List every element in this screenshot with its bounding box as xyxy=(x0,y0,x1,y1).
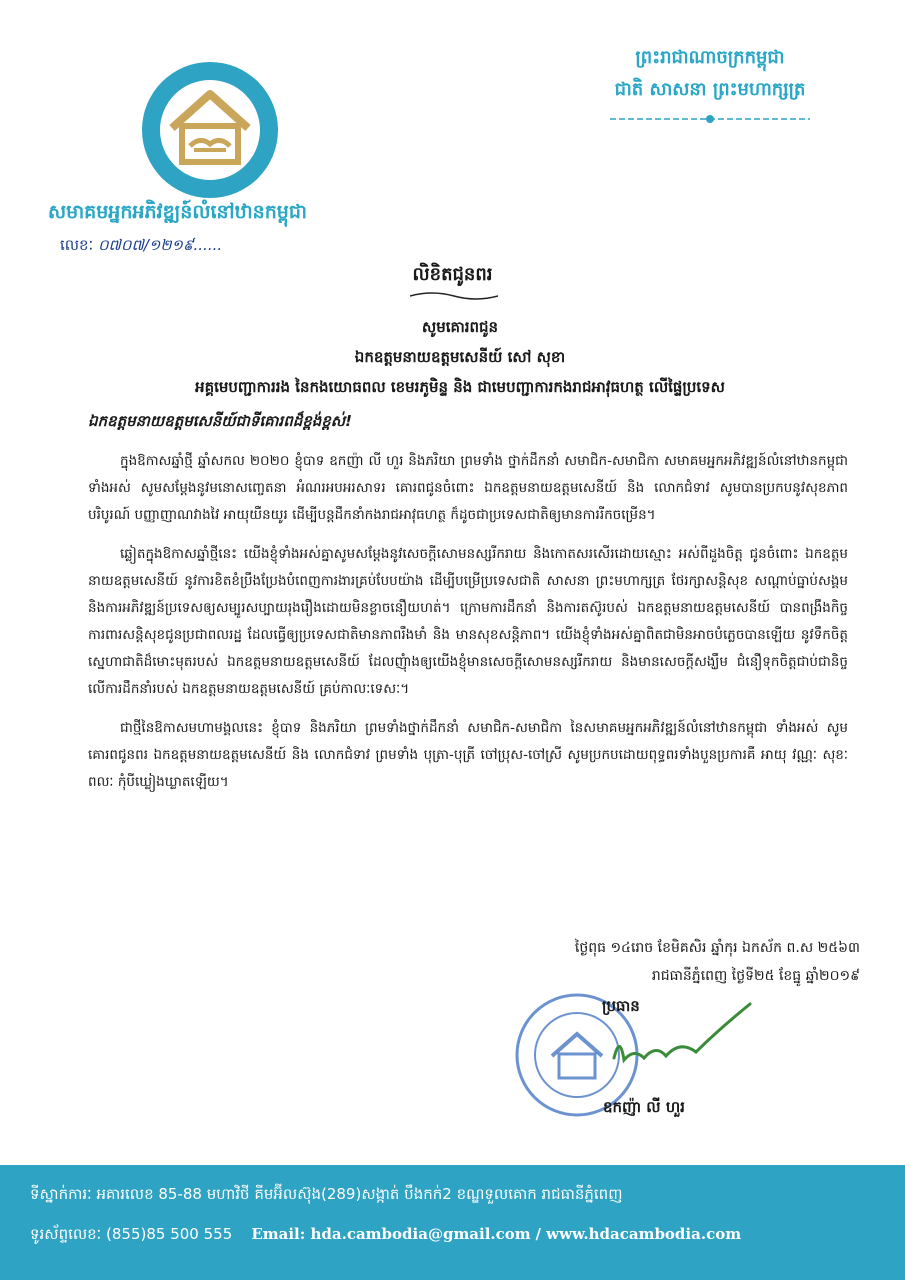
house-handshake-logo-icon xyxy=(140,60,280,200)
reference-number xyxy=(60,236,222,258)
date-lunar: ថ្ងៃពុធ ១៤រោច ខែមិគសិរ ឆ្នាំកុរ ឯកស័ក ព.ស ២៥៦៣ xyxy=(574,940,860,956)
footer-contact-line xyxy=(30,1225,741,1247)
footer-bar xyxy=(0,1165,905,1280)
letter-body xyxy=(88,448,848,808)
body-paragraph-1: ក្នុងឱកាសឆ្នាំថ្មី ឆ្នាំសកល ២០២០ ខ្ញុំបាទ ឧកញ៉ា លី ហួរ និងភរិយា ព្រមទាំង ថ្នាក់ដឹកនាំ សមាជិក-សមាជិកា សមាគមអ្នកអភិវឌ្ឍន៍លំនៅឋានកម្ពុជា ទាំងអស់ សូមសម្តែងនូវមនោសញ្ចេតនា អំណរអបអរសាទរ គោរពជូនចំពោះ ឯកឧត្តមនាយឧត្តមសេនីយ៍ និង លោកជំទាវ សូមបានប្រកបនូវសុខភាពបរិបូរណ៍ បញ្ញាញាណវាងវៃ អាយុយឺនយូរ ដើម្បីបន្តដឹកនាំកងរាជអាវុធហត្ថ ក៏ដូចជាប្រទេសជាតិឲ្យមានការរីកចម្រើន។ xyxy=(88,453,848,523)
recipient-block xyxy=(60,312,860,402)
body-paragraph-2: ឆ្លៀតក្នុងឱកាសឆ្នាំថ្មីនេះ យើងខ្ញុំទាំងអស់គ្នាសូមសម្តែងនូវសេចក្តីសោមនស្សរីករាយ និងកោតសរសើរដោយស្មោះ អស់ពីដួងចិត្ត ជូនចំពោះ ឯកឧត្តមនាយឧត្តមសេនីយ៍ នូវការខិតខំប្រឹងប្រែងបំពេញការងារគ្រប់បែបយ៉ាង ដើម្បីបម្រើប្រទេសជាតិ សាសនា ព្រះមហាក្សត្រ ថែរក្សាសន្តិសុខ សណ្តាប់ធ្នាប់សង្គម និងការអភិវឌ្ឍន៍ប្រទេសឲ្យសម្បូរសប្បាយរុងរឿងដោយមិនខ្លាចនឿយហត់។ ក្រោមការដឹកនាំ និងការតស៊ូរបស់ ឯកឧត្តមនាយឧត្តមសេនីយ៍ បានពង្រឹងកិច្ចការពារសន្តិសុខជូនប្រជាពលរដ្ឋ ដែលធ្វើឲ្យប្រទេសជាតិមានភាពរឹងមាំ និង មានសុខសន្តិភាព។ យើងខ្ញុំទាំងអស់គ្នាពិតជាមិនអាចបំភ្លេចបានឡើយ នូវទឹកចិត្តស្នេហាជាតិដ៏មោះមុតរបស់ ឯកឧត្តមនាយឧត្តមសេនីយ៍ ដែលញុំាងឲ្យយើងខ្ញុំមានសេចក្តីសោមនស្សរីករាយ និងមានសេចក្តីសង្ឃឹម ជំនឿទុកចិត្តជាប់ជានិច្ច លើការដឹកនាំរបស់ ឯកឧត្តមនាយឧត្តមសេនីយ៍ គ្រប់កាលៈទេសៈ។ xyxy=(88,546,848,697)
ornament-divider-icon xyxy=(610,110,810,128)
footer-website: / www.hdacambodia.com xyxy=(535,1225,742,1243)
recipient-line-3: អគ្គមេបញ្ជាការរង នៃកងយោធពល ខេមរភូមិន្ទ និង ជាមេបញ្ជាការកងរាជអាវុធហត្ថ លើផ្ទៃប្រទេស xyxy=(195,378,725,396)
date-block xyxy=(440,934,860,990)
kingdom-line-2: ជាតិ សាសនា ព្រះមហាក្សត្រ xyxy=(614,79,806,100)
footer-address: ទីស្នាក់ការៈ អគារលេខ 85-88 មហាវិថី គីមអ៊ីលស៊ុង(289)សង្កាត់ បឹងកក់2 ខណ្ឌទួលគោក រាជធានីភ្នំពេញ xyxy=(30,1185,623,1203)
footer-phone-label: ទូរស័ព្ទលេខៈ xyxy=(30,1225,102,1243)
kingdom-line-1: ព្រះរាជាណាចក្រកម្ពុជា xyxy=(635,47,785,68)
footer-phone: (855)85 500 555 xyxy=(106,1225,233,1243)
organization-name: សមាគមអ្នកអភិវឌ្ឍន៍លំនៅឋានកម្ពុជា xyxy=(48,201,307,223)
reference-label: លេខៈ xyxy=(60,236,94,254)
salutation: ឯកឧត្តមនាយឧត្តមសេនីយ៍ជាទីគោរពដ៏ខ្ពង់ខ្ពស់! xyxy=(88,412,352,430)
title-ornament-icon xyxy=(410,290,498,302)
handwritten-signature-icon xyxy=(600,1000,780,1080)
reference-value: ០៧០៧/១២១៩...... xyxy=(97,236,223,254)
body-paragraph-3: ជាថ្មីនៃឱកាសមហាមង្គលនេះ ខ្ញុំបាទ និងភរិយា ព្រមទាំងថ្នាក់ដឹកនាំ សមាជិក-សមាជិកា នៃសមាគមអ្នកអភិវឌ្ឍន៍លំនៅឋានកម្ពុជា ទាំងអស់ សូមគោរពជូនពរ ឯកឧត្តមនាយឧត្តមសេនីយ៍ និង លោកជំទាវ ព្រមទាំង បុត្រា-បុត្រី ចៅប្រុស-ចៅស្រី សូមប្រកបដោយពុទ្ធពរទាំងបួនប្រការគឺ អាយុ វណ្ណៈ សុខៈ ពលៈ កុំបីឃ្លៀងឃ្លាតឡើយ។ xyxy=(88,720,848,790)
recipient-line-2: ឯកឧត្តមនាយឧត្តមសេនីយ៍ សៅ សុខា xyxy=(354,348,566,366)
signer-name: ឧកញ៉ា លី ហួរ xyxy=(603,1098,685,1116)
date-solar: រាជធានីភ្នំពេញ ថ្ងៃទី២៥ ខែធ្នូ ឆ្នាំ២០១៩ xyxy=(651,968,860,984)
signer-title: ប្រធាន xyxy=(602,997,640,1015)
kingdom-motto xyxy=(560,42,860,106)
letter-title: លិខិតជូនពរ xyxy=(412,264,493,285)
footer-email: Email: hda.cambodia@gmail.com xyxy=(251,1225,531,1243)
recipient-line-1: សូមគោរពជូន xyxy=(421,318,499,336)
